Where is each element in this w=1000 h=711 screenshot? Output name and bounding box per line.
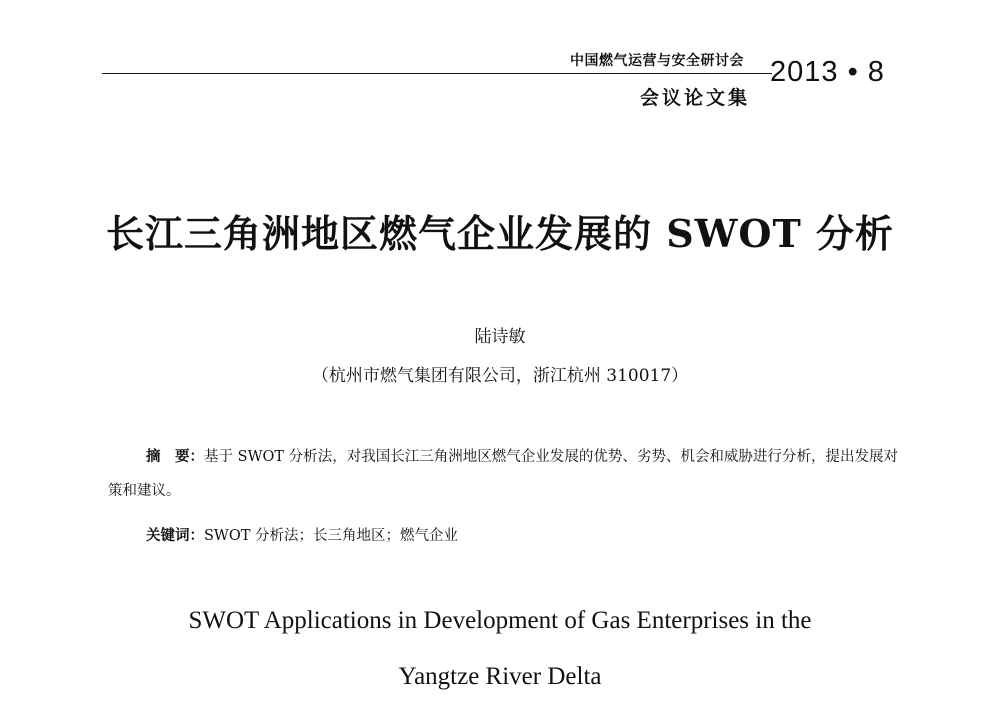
abstract-text: 基于 SWOT 分析法，对我国长江三角洲地区燃气企业发展的优势、劣势、机会和威胁进行分析，提出发展对策和建议。: [108, 449, 898, 499]
abstract: [108, 440, 898, 508]
abstract-label: 摘 要：: [146, 448, 205, 465]
keywords-text: SWOT 分析法；长三角地区；燃气企业: [204, 528, 459, 544]
paper-title-en-line2: Yangtze River Delta: [398, 663, 602, 690]
author-affiliation: （杭州市燃气集团有限公司，浙江杭州 310017）: [311, 366, 689, 386]
keywords: [146, 524, 458, 545]
keywords-label: 关键词：: [146, 527, 204, 544]
issue-number: 2013 • 8: [770, 56, 885, 88]
author-name: 陆诗敏: [474, 327, 526, 347]
proceedings-label: 会议论文集: [640, 87, 751, 109]
paper-title-cn: 长江三角洲地区燃气企业发展的 SWOT 分析: [106, 211, 894, 256]
header-rule: [102, 73, 772, 74]
paper-title-en-line1: SWOT Applications in Development of Gas Enterprises in the: [188, 607, 812, 634]
conference-name: 中国燃气运营与安全研讨会: [570, 53, 744, 69]
